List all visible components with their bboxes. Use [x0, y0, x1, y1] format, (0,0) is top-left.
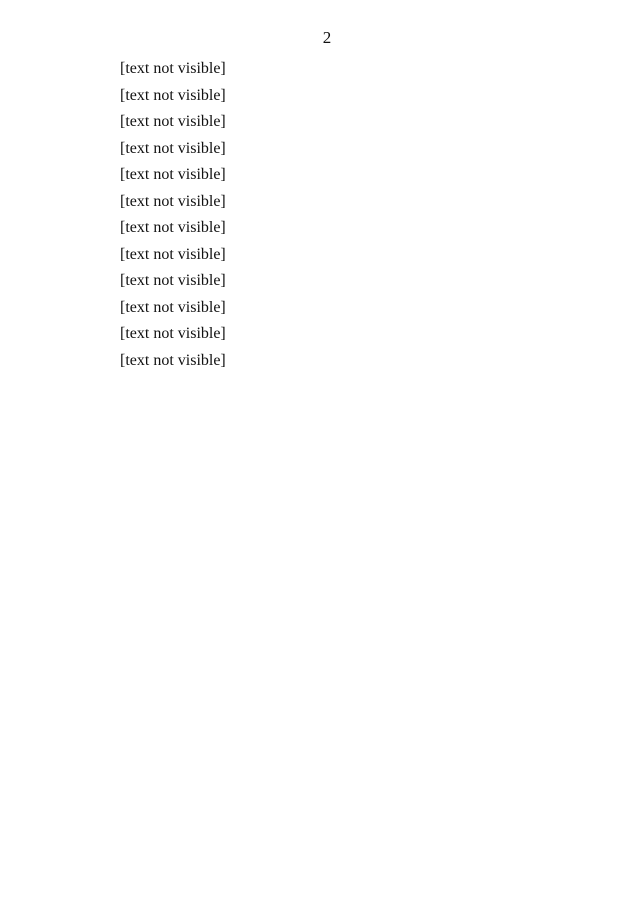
paragraph-11: [text not visible] — [120, 325, 226, 342]
paragraph-1: [text not visible] — [120, 60, 226, 77]
paragraph-3: [text not visible] — [120, 113, 226, 130]
body-text — [84, 56, 570, 374]
paragraph-6: [text not visible] — [120, 192, 226, 210]
paragraph-9: [text not visible] — [120, 272, 226, 289]
paragraph-2: [text not visible] — [120, 86, 226, 104]
paragraph-7: [text not visible] — [120, 219, 226, 236]
paragraph-10: [text not visible] — [120, 298, 226, 316]
paragraph-5: [text not visible] — [120, 166, 226, 183]
paragraph-4: [text not visible] — [120, 139, 226, 157]
paragraph-8: [text not visible] — [120, 245, 226, 263]
paragraph-12: [text not visible] — [120, 351, 226, 369]
page-number: 2 — [322, 28, 332, 47]
